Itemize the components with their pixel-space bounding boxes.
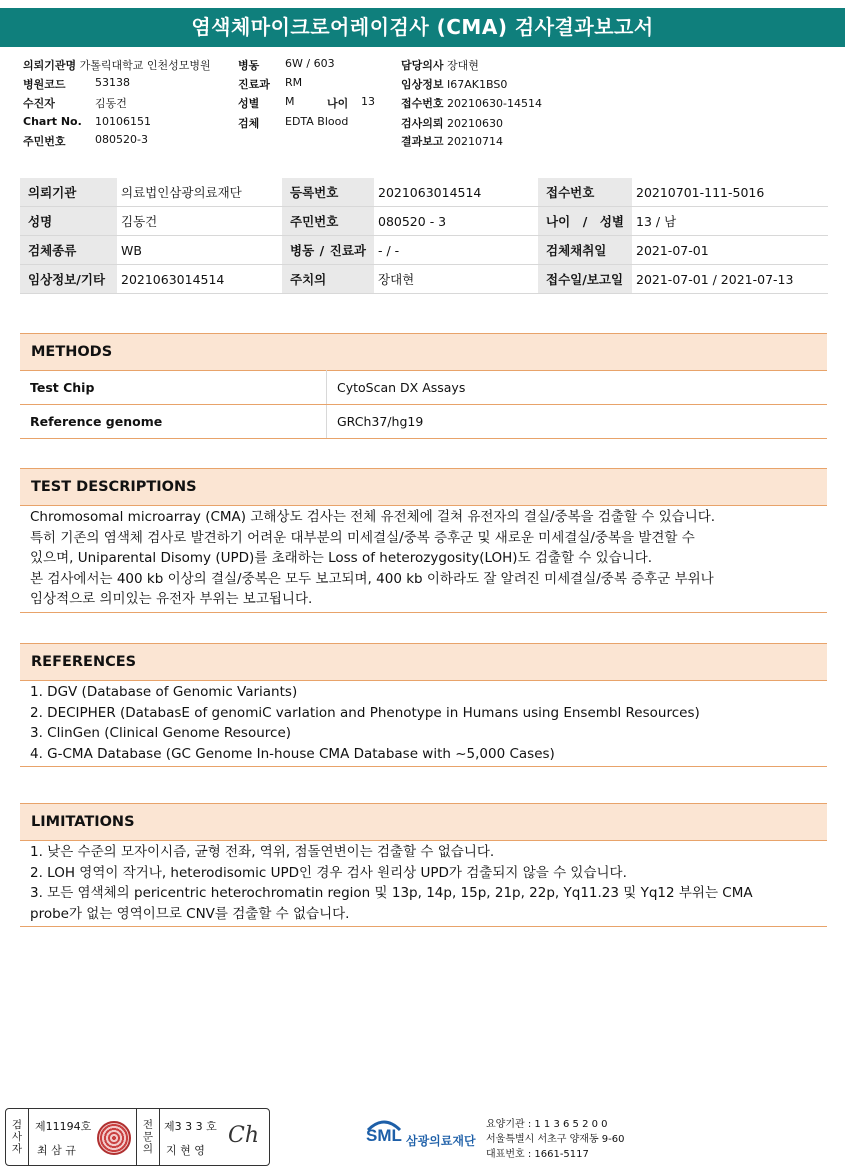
info-label: 주민번호 — [282, 207, 374, 236]
examiner-vertical-label: 검 사 자 — [6, 1109, 29, 1165]
header-row-chart: Chart No. — [23, 115, 82, 128]
logo-text: SML — [366, 1126, 402, 1145]
references-heading: REFERENCES — [20, 643, 827, 681]
info-label: 병동 / 진료과 — [282, 236, 374, 265]
info-value: 2021-07-01 / 2021-07-13 — [632, 265, 828, 294]
info-label: 접수번호 — [538, 178, 632, 207]
header-row-report-date: 결과보고 20210714 — [401, 135, 504, 148]
description-line: 있으며, Uniparental Disomy (UPD)를 초래하는 Loss of heterozygosity(LOH)도 검출할 수 있습니다. — [30, 550, 653, 566]
info-value: WB — [117, 236, 282, 265]
references-section — [20, 643, 827, 767]
info-label: 의뢰기관 — [20, 178, 117, 207]
info-label: 검체채취일 — [538, 236, 632, 265]
specialist-vertical-label: 전 문 의 — [136, 1109, 160, 1165]
header-label-specimen: 검체 — [238, 117, 260, 130]
header-label-sex: 성별 — [238, 97, 260, 110]
info-label: 성명 — [20, 207, 117, 236]
org-name: 삼광의료재단 — [406, 1134, 476, 1148]
examiner-seal-icon — [97, 1121, 131, 1155]
limitation-item: 1. 낮은 수준의 모자이시즘, 균형 전좌, 역위, 점돌연변이는 검출할 수 없습니다. — [30, 844, 495, 860]
description-line: 본 검사에서는 400 kb 이상의 결실/중복은 모두 보고되며, 400 kb 이하라도 잘 알려진 미세결실/중복 증후군 부위나 — [30, 570, 714, 587]
report-title: 염색체마이크로어레이검사 (CMA) 검사결과보고서 — [0, 8, 845, 47]
examiner-license-no: 제11194호 — [35, 1120, 92, 1133]
header-row-clinical: 임상정보 I67AK1BS0 — [401, 78, 508, 91]
info-value: 13 / 남 — [632, 207, 828, 236]
info-value: 080520 - 3 — [374, 207, 538, 236]
header-row-request-date: 검사의뢰 20210630 — [401, 117, 504, 130]
header-value-hospital-code: 53138 — [95, 76, 130, 89]
info-row — [20, 236, 828, 265]
test-descriptions-body — [20, 506, 827, 613]
header-value-chart: 10106151 — [95, 115, 151, 128]
patient-info-table — [20, 178, 828, 294]
header-row-hospital: 의뢰기관명 가톨릭대학교 인천성모병원 — [23, 59, 211, 72]
limitation-item: 3. 모든 염색체의 pericentric heterochromatin region 및 13p, 14p, 15p, 21p, 22p, Yq11.23 및 Yq12 부위는 CMA — [30, 885, 753, 901]
methods-value: CytoScan DX Assays — [327, 371, 828, 405]
reference-item: 4. G-CMA Database (GC Genome In-house CMA Database with ~5,000 Cases) — [30, 745, 555, 762]
header-label-age: 나이 — [327, 97, 349, 110]
info-value: 20210701-111-5016 — [632, 178, 828, 207]
info-value: 2021063014514 — [117, 265, 282, 294]
header-row-doctor: 담당의사 장대현 — [401, 59, 479, 72]
methods-heading: METHODS — [20, 333, 827, 370]
reference-item: 1. DGV (Database of Genomic Variants) — [30, 684, 298, 700]
header-row-accession: 접수번호 20210630-14514 — [401, 97, 542, 110]
limitations-heading: LIMITATIONS — [20, 803, 827, 841]
examiner-name: 최 삼 규 — [37, 1144, 76, 1157]
header-value-sex: M — [285, 95, 295, 108]
info-label: 주치의 — [282, 265, 374, 294]
info-value: - / - — [374, 236, 538, 265]
header-row-patient: 수진자 — [23, 97, 55, 110]
methods-value: GRCh37/hg19 — [327, 405, 828, 439]
info-label: 임상정보/기타 — [20, 265, 117, 294]
reference-item: 2. DECIPHER (DatabasE of genomiC varIation and Phenotype in Humans using Ensembl Resources) — [30, 704, 700, 721]
header-value-resident-no: 080520-3 — [95, 133, 148, 146]
info-row — [20, 265, 828, 294]
references-body — [20, 681, 827, 767]
methods-section — [20, 333, 827, 439]
header-value-age: 13 — [361, 95, 375, 108]
methods-key: Test Chip — [20, 371, 327, 405]
header-row-hospital-code: 병원코드 — [23, 78, 66, 91]
org-contact — [486, 1117, 625, 1162]
signature-box — [5, 1108, 270, 1166]
methods-row — [20, 405, 827, 439]
methods-row — [20, 371, 827, 405]
specialist-name: 지 현 영 — [166, 1144, 205, 1157]
specialist-signature-icon: Ch — [228, 1123, 260, 1148]
limitation-item: 2. LOH 영역이 작거나, heterodisomic UPD인 경우 검사 원리상 UPD가 검출되지 않을 수 있습니다. — [30, 864, 627, 881]
reference-item: 3. ClinGen (Clinical Genome Resource) — [30, 725, 292, 741]
test-descriptions-section — [20, 468, 827, 613]
info-label: 등록번호 — [282, 178, 374, 207]
info-label: 검체종류 — [20, 236, 117, 265]
org-line: 서울특별시 서초구 양재동 9-60 — [486, 1134, 625, 1145]
limitations-body — [20, 841, 827, 927]
description-line: 특히 기존의 염색체 검사로 발견하기 어려운 대부분의 미세결실/중복 증후군 및 새로운 미세결실/중복을 발견할 수 — [30, 529, 695, 546]
description-line: Chromosomal microarray (CMA) 고해상도 검사는 전체 유전체에 걸쳐 유전자의 결실/중복을 검출할 수 있습니다. — [30, 509, 716, 525]
info-value: 장대현 — [374, 265, 538, 294]
info-row — [20, 178, 828, 207]
info-value: 김동건 — [117, 207, 282, 236]
test-descriptions-heading: TEST DESCRIPTIONS — [20, 468, 827, 506]
description-line: 임상적으로 의미있는 유전자 부위는 보고됩니다. — [30, 591, 313, 607]
methods-key: Reference genome — [20, 405, 327, 439]
info-label: 접수일/보고일 — [538, 265, 632, 294]
limitation-item: probe가 없는 영역이므로 CNV를 검출할 수 없습니다. — [30, 905, 350, 922]
org-line: 대표번호 : 1661-5117 — [486, 1149, 589, 1160]
info-value: 의료법인삼광의료재단 — [117, 178, 282, 207]
limitations-section — [20, 803, 827, 927]
specialist-license-no: 제3 3 3 호 — [164, 1120, 217, 1133]
info-value: 2021063014514 — [374, 178, 538, 207]
info-value: 2021-07-01 — [632, 236, 828, 265]
org-line: 요양기관 : 1 1 3 6 5 2 0 0 — [486, 1119, 608, 1130]
header-value-ward: 6W / 603 — [285, 57, 335, 70]
methods-table — [20, 370, 827, 439]
info-row — [20, 207, 828, 236]
header-value-dept: RM — [285, 76, 303, 89]
info-label: 나이 / 성별 — [538, 207, 632, 236]
header-label-dept: 진료과 — [238, 78, 270, 91]
header-value-specimen: EDTA Blood — [285, 115, 349, 128]
header-value-patient: 김동건 — [95, 97, 127, 110]
header-row-resident-no: 주민번호 — [23, 135, 66, 148]
header-label-ward: 병동 — [238, 59, 260, 72]
